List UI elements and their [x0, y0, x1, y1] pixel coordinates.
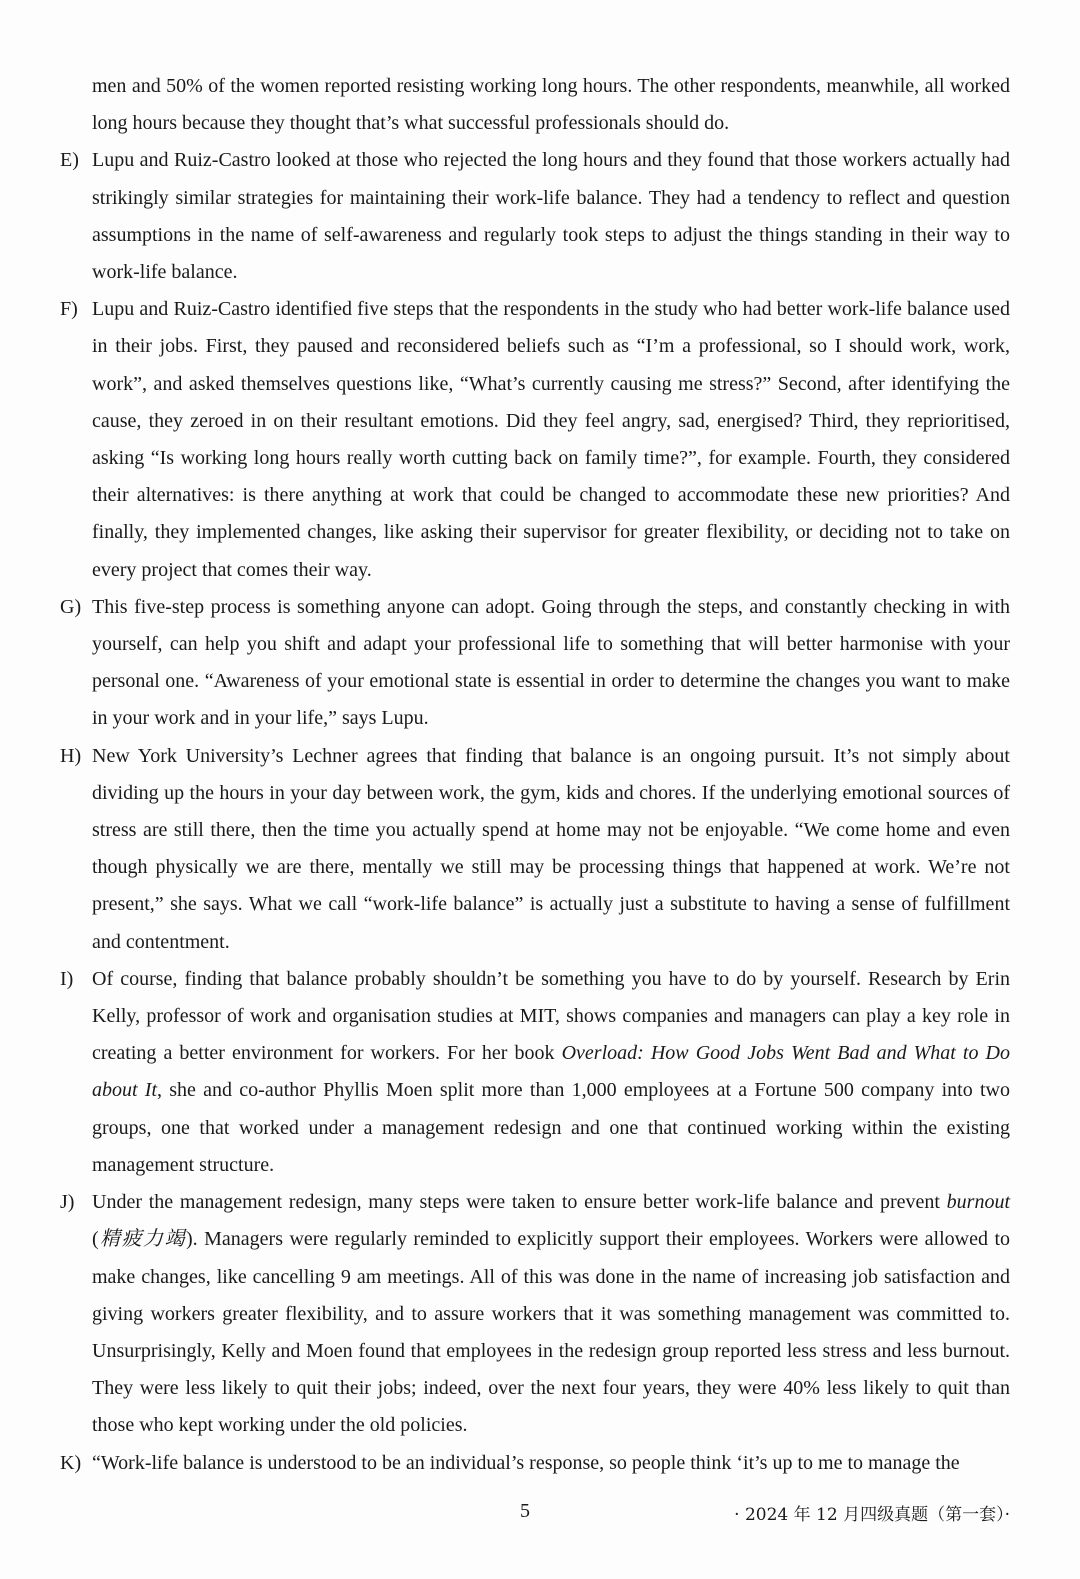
paragraph-text: Of course, finding that balance probably shouldn’t be something you have to do by yourself. Research by Erin Kelly, professor of work and organisation studies at MIT, shows companies and managers can play a key role in creating a better environment for workers. For her book	[92, 967, 1010, 1065]
paragraph-continued	[60, 68, 1010, 142]
italic-text: 精疲力竭	[98, 1228, 186, 1251]
paragraph-text: This five-step process is something anyone can adopt. Going through the steps, and constantly checking in with yourself, can help you shift and adapt your professional life to something that will better harmonise with your personal one. “Awareness of your emotional state is essential in order to determine the changes you want to make in your work and in your life,” says Lupu.	[92, 595, 1010, 730]
paragraph-marker: E)	[60, 149, 79, 172]
paragraph-text: Lupu and Ruiz-Castro identified five steps that the respondents in the study who had better work-life balance used in their jobs. First, they paused and reconsidered beliefs such as “I’m a professional, so I should work, work, work”, and asked themselves questions like, “What’s currently causing me stress?” Second, after identifying the cause, they zeroed in on their resultant emotions. Did they feel angry, sad, energised? Third, they reprioritised, asking “Is working long hours really worth cutting back on family time?”, for example. Fourth, they considered their alternatives: is there anything at work that could be changed to accommodate these new priorities? And finally, they implemented changes, like asking their supervisor for greater flexibility, or deciding not to take on every project that comes their way.	[92, 298, 1010, 581]
paragraph-h	[60, 738, 1010, 961]
paragraph-text: (	[92, 1228, 99, 1251]
paragraph-g	[60, 589, 1010, 738]
paragraph-k	[60, 1445, 1010, 1482]
paragraph-marker: G)	[60, 595, 82, 618]
paragraph-marker: F)	[60, 298, 78, 321]
exam-source-label: · 2024 年 12 月四级真题（第一套）·	[734, 1505, 1010, 1525]
paragraph-marker: J)	[60, 1191, 75, 1214]
paragraph-text: men and 50% of the women reported resisting working long hours. The other respondents, meanwhile, all worked long hours because they thought that’s what successful professionals should do.	[92, 75, 1010, 135]
paragraph-marker: I)	[60, 967, 74, 990]
paragraph-marker: K)	[60, 1451, 82, 1474]
page-number: 5	[520, 1500, 530, 1522]
passage-body	[60, 68, 1010, 1482]
paragraph-marker: H)	[60, 744, 82, 767]
italic-text: Overload: How Good Jobs Went Bad and What to Do about It	[92, 1042, 1010, 1102]
paragraph-f	[60, 291, 1010, 589]
italic-text: burnout	[946, 1191, 1010, 1214]
paragraph-e	[60, 142, 1010, 291]
paragraph-text: , she and co-author Phyllis Moen split more than 1,000 employees at a Fortune 500 company into two groups, one that worked under a management redesign and one that continued working within the existing management structure.	[92, 1079, 1010, 1176]
paragraph-text: New York University’s Lechner agrees that finding that balance is an ongoing pursuit. It’s not simply about dividing up the hours in your day between work, the gym, kids and chores. If the underlying emotional sources of stress are still there, then the time you actually spend at home may not be enjoyable. “We come home and even though physically we are there, mentally we still may be processing things that happened at work. We’re not present,” she says. What we call “work-life balance” is actually just a substitute to having a sense of fulfillment and contentment.	[92, 744, 1010, 953]
paragraph-text: ). Managers were regularly reminded to explicitly support their employees. Workers were allowed to make changes, like cancelling 9 am meetings. All of this was done in the name of increasing job satisfaction and giving workers greater flexibility, and to assure workers that it was something management was committed to. Unsurprisingly, Kelly and Moen found that employees in the redesign group reported less stress and less burnout. They were less likely to quit their jobs; indeed, over the next four years, they were 40% less likely to quit than those who kept working under the old policies.	[92, 1228, 1011, 1437]
paragraph-j	[60, 1184, 1010, 1444]
paragraph-text: Lupu and Ruiz-Castro looked at those who rejected the long hours and they found that those workers actually had strikingly similar strategies for maintaining their work-life balance. They had a tendency to reflect and question assumptions in the name of self-awareness and regularly took steps to adjust the things standing in their way to work-life balance.	[92, 149, 1010, 284]
paragraph-text: “Work-life balance is understood to be an individual’s response, so people think ‘it’s up to me to manage the	[92, 1451, 960, 1474]
paragraph-text: Under the management redesign, many steps were taken to ensure better work-life balance and prevent	[92, 1191, 947, 1214]
paragraph-i	[60, 961, 1010, 1184]
